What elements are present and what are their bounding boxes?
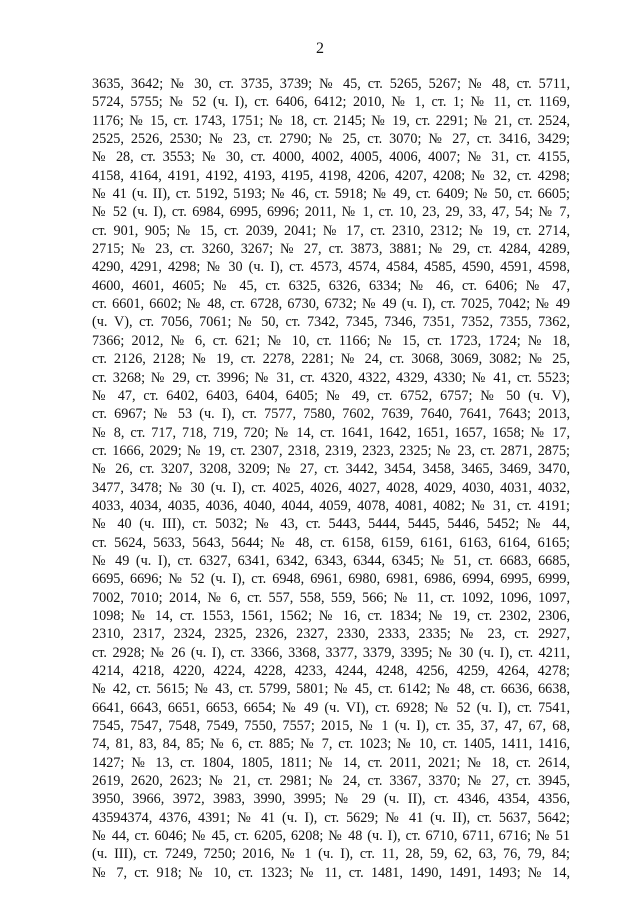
text-line: 1098; № 14, ст. 1553, 1561, 1562; № 16, ст. 1834; № 19, ст. 2302, 2306,	[92, 607, 570, 624]
text-line: 43594374, 4376, 4391; № 41 (ч. I), ст. 5629; № 41 (ч. II), ст. 5637, 5642;	[92, 809, 570, 826]
text-line: (ч. III), ст. 7249, 7250; 2016, № 1 (ч. I), ст. 11, 28, 59, 62, 63, 76, 79, 84;	[92, 846, 570, 863]
text-line: 2619, 2620, 2623; № 21, ст. 2981; № 24, ст. 3367, 3370; № 27, ст. 3945,	[92, 773, 570, 790]
text-line: 4290, 4291, 4298; № 30 (ч. I), ст. 4573, 4574, 4584, 4585, 4590, 4591, 4598,	[92, 259, 570, 276]
text-line: ст. 6967; № 53 (ч. I), ст. 7577, 7580, 7602, 7639, 7640, 7641, 7643; 2013,	[92, 406, 570, 423]
text-line: № 28, ст. 3553; № 30, ст. 4000, 4002, 4005, 4006, 4007; № 31, ст. 4155,	[92, 149, 570, 166]
text-line: 7366; 2012, № 6, ст. 621; № 10, ст. 1166; № 15, ст. 1723, 1724; № 18,	[92, 332, 570, 349]
text-line: 4033, 4034, 4035, 4036, 4040, 4044, 4059, 4078, 4081, 4082; № 31, ст. 4191;	[92, 497, 570, 514]
text-line: 7002, 7010; 2014, № 6, ст. 557, 558, 559, 566; № 11, ст. 1092, 1096, 1097,	[92, 589, 570, 606]
text-line: № 26, ст. 3207, 3208, 3209; № 27, ст. 3442, 3454, 3458, 3465, 3469, 3470,	[92, 461, 570, 478]
text-line: ст. 5624, 5633, 5643, 5644; № 48, ст. 6158, 6159, 6161, 6163, 6164, 6165;	[92, 534, 570, 551]
text-line: ст. 2928; № 26 (ч. I), ст. 3366, 3368, 3377, 3379, 3395; № 30 (ч. I), ст. 4211,	[92, 644, 570, 661]
text-line: 4600, 4601, 4605; № 45, ст. 6325, 6326, 6334; № 46, ст. 6406; № 47,	[92, 277, 570, 294]
text-line: 7545, 7547, 7548, 7549, 7550, 7557; 2015, № 1 (ч. I), ст. 35, 37, 47, 67, 68,	[92, 718, 570, 735]
text-line: № 49 (ч. I), ст. 6327, 6341, 6342, 6343, 6344, 6345; № 51, ст. 6683, 6685,	[92, 552, 570, 569]
text-line: ст. 901, 905; № 15, ст. 2039, 2041; № 17, ст. 2310, 2312; № 19, ст. 2714,	[92, 222, 570, 239]
text-line: № 52 (ч. I), ст. 6984, 6995, 6996; 2011, № 1, ст. 10, 23, 29, 33, 47, 54; № 7,	[92, 204, 570, 221]
text-line: 5724, 5755; № 52 (ч. I), ст. 6406, 6412; 2010, № 1, ст. 1; № 11, ст. 1169,	[92, 94, 570, 111]
text-line: (ч. V), ст. 7056, 7061; № 50, ст. 7342, 7345, 7346, 7351, 7352, 7355, 7362,	[92, 314, 570, 331]
text-line: 4214, 4218, 4220, 4224, 4228, 4233, 4244, 4248, 4256, 4259, 4264, 4278;	[92, 663, 570, 679]
body-text	[92, 75, 570, 882]
text-line: № 7, ст. 918; № 10, ст. 1323; № 11, ст. 1481, 1490, 1491, 1493; № 14,	[92, 864, 570, 881]
text-line: 1427; № 13, ст. 1804, 1805, 1811; № 14, ст. 2011, 2021; № 18, ст. 2614,	[92, 754, 570, 771]
text-line: 6641, 6643, 6651, 6653, 6654; № 49 (ч. VI), ст. 6928; № 52 (ч. I), ст. 7541,	[92, 699, 570, 716]
text-line: № 8, ст. 717, 718, 719, 720; № 14, ст. 1641, 1642, 1651, 1657, 1658; № 17,	[92, 424, 570, 441]
text-line: № 41 (ч. II), ст. 5192, 5193; № 46, ст. 5918; № 49, ст. 6409; № 50, ст. 6605;	[92, 186, 570, 203]
text-line: ст. 2126, 2128; № 19, ст. 2278, 2281; № 24, ст. 3068, 3069, 3082; № 25,	[92, 351, 570, 368]
text-line: ст. 3268; № 29, ст. 3996; № 31, ст. 4320, 4322, 4329, 4330; № 41, ст. 5523;	[92, 369, 570, 386]
text-line: ст. 6601, 6602; № 48, ст. 6728, 6730, 6732; № 49 (ч. I), ст. 7025, 7042; № 49	[92, 296, 570, 313]
text-line: 4158, 4164, 4191, 4192, 4193, 4195, 4198, 4206, 4207, 4208; № 32, ст. 4298;	[92, 167, 570, 184]
text-line: ст. 1666, 2029; № 19, ст. 2307, 2318, 2319, 2323, 2325; № 23, ст. 2871, 2875;	[92, 442, 570, 459]
text-line: 6695, 6696; № 52 (ч. I), ст. 6948, 6961, 6980, 6981, 6986, 6994, 6995, 6999,	[92, 571, 570, 588]
text-line: 1176; № 15, ст. 1743, 1751; № 18, ст. 2145; № 19, ст. 2291; № 21, ст. 2524,	[92, 112, 570, 129]
text-line: № 47, ст. 6402, 6403, 6404, 6405; № 49, ст. 6752, 6757; № 50 (ч. V),	[92, 387, 570, 404]
text-line: № 40 (ч. III), ст. 5032; № 43, ст. 5443, 5444, 5445, 5446, 5452; № 44,	[92, 516, 570, 533]
text-line: № 44, ст. 6046; № 45, ст. 6205, 6208; № 48 (ч. I), ст. 6710, 6711, 6716; № 51	[92, 828, 570, 845]
text-line: 2310, 2317, 2324, 2325, 2326, 2327, 2330, 2333, 2335; № 23, ст. 2927,	[92, 626, 570, 643]
page-number: 2	[316, 40, 324, 57]
text-line: 74, 81, 83, 84, 85; № 6, ст. 885; № 7, ст. 1023; № 10, ст. 1405, 1411, 1416,	[92, 736, 570, 753]
text-line: 3477, 3478; № 30 (ч. I), ст. 4025, 4026, 4027, 4028, 4029, 4030, 4031, 4032,	[92, 479, 570, 496]
text-line: 2715; № 23, ст. 3260, 3267; № 27, ст. 3873, 3881; № 29, ст. 4284, 4289,	[92, 241, 570, 258]
text-line: № 42, ст. 5615; № 43, ст. 5799, 5801; № 45, ст. 6142; № 48, ст. 6636, 6638,	[92, 681, 570, 698]
text-line: 3950, 3966, 3972, 3983, 3990, 3995; № 29 (ч. II), ст. 4346, 4354, 4356,	[92, 791, 570, 808]
text-line: 2525, 2526, 2530; № 23, ст. 2790; № 25, ст. 3070; № 27, ст. 3416, 3429;	[92, 131, 570, 148]
text-line: 3635, 3642; № 30, ст. 3735, 3739; № 45, ст. 5265, 5267; № 48, ст. 5711,	[92, 76, 570, 92]
